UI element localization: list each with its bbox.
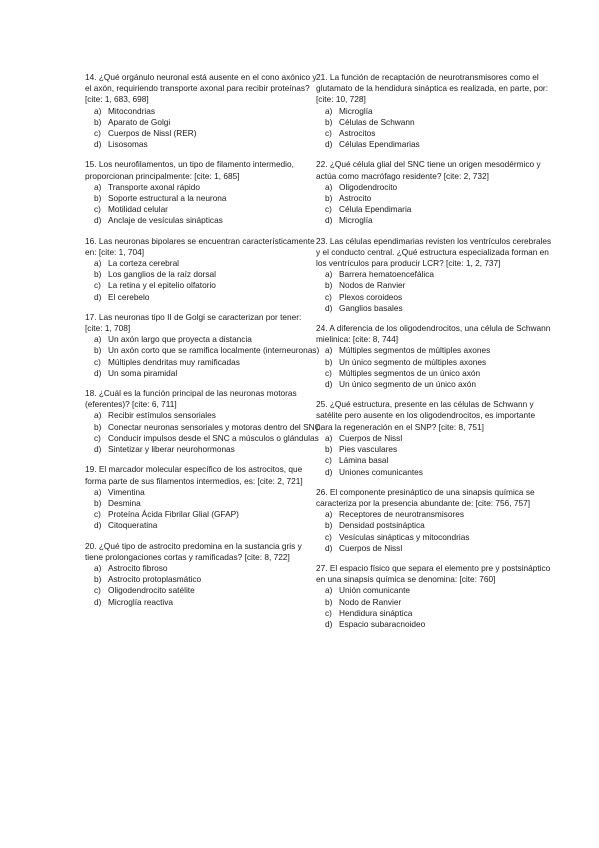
option-text: Anclaje de vesículas sinápticas xyxy=(108,215,223,226)
option-list xyxy=(316,433,552,478)
answer-option xyxy=(85,292,321,303)
option-text: Soporte estructural a la neurona xyxy=(108,193,227,204)
answer-option xyxy=(316,597,552,608)
option-letter: b) xyxy=(325,116,333,127)
option-text: Microglía reactiva xyxy=(108,596,174,607)
option-letter: c) xyxy=(325,204,332,215)
option-text: Hendidura sináptica xyxy=(339,607,413,618)
question-block xyxy=(85,159,321,226)
option-text: Cuerpos de Nissl xyxy=(339,432,403,443)
answer-option xyxy=(85,258,321,269)
option-text: Un axón corto que se ramifica localmente (interneuronas) xyxy=(108,345,320,356)
question-stem: 19. El marcador molecular específico de los astrocitos, que forma parte de sus filamentos intermedios, es: [cite: 2, 721] xyxy=(85,464,303,486)
option-text: Microglía xyxy=(339,105,373,116)
answer-option xyxy=(85,215,321,226)
answer-option xyxy=(316,303,552,314)
option-text: Conectar neuronas sensoriales y motoras dentro del SNC xyxy=(108,421,321,432)
option-text: Aparato de Golgi xyxy=(108,116,171,127)
option-letter: b) xyxy=(94,497,102,508)
option-letter: c) xyxy=(325,531,332,542)
option-letter: a) xyxy=(325,585,333,596)
option-letter: c) xyxy=(94,204,101,215)
option-text: Múltiples segmentos de un único axón xyxy=(339,367,481,378)
option-letter: d) xyxy=(94,520,102,531)
question-block xyxy=(316,159,552,226)
question-block xyxy=(85,541,321,608)
answer-option xyxy=(85,563,321,574)
option-letter: a) xyxy=(325,509,333,520)
option-text: Mitocondrias xyxy=(108,105,156,116)
option-letter: a) xyxy=(94,410,102,421)
answer-option xyxy=(85,368,321,379)
answer-option xyxy=(316,543,552,554)
option-text: Astrocito xyxy=(339,193,372,204)
option-list xyxy=(316,269,552,314)
option-list xyxy=(85,106,321,151)
option-text: La retina y el epitelio olfatorio xyxy=(108,280,216,291)
option-text: Célula Ependimaria xyxy=(339,204,412,215)
option-list xyxy=(316,585,552,630)
answer-option xyxy=(85,444,321,455)
answer-option xyxy=(316,139,552,150)
option-text: Un único segmento de múltiples axones xyxy=(339,356,487,367)
answer-option xyxy=(85,193,321,204)
option-text: Los ganglios de la raíz dorsal xyxy=(108,269,216,280)
option-text: Nodo de Ranvier xyxy=(339,596,402,607)
answer-option xyxy=(316,292,552,303)
option-text: Vimentina xyxy=(108,486,145,497)
option-text: Espacio subaracnoideo xyxy=(339,618,426,629)
question-block xyxy=(316,399,552,477)
option-letter: d) xyxy=(94,215,102,226)
question-block xyxy=(316,487,552,554)
option-text: Nodos de Ranvier xyxy=(339,280,406,291)
option-letter: a) xyxy=(94,105,102,116)
answer-option xyxy=(85,106,321,117)
option-text: Receptores de neurotransmisores xyxy=(339,509,464,520)
option-text: Un soma piramidal xyxy=(108,367,178,378)
answer-option xyxy=(316,269,552,280)
option-letter: d) xyxy=(325,302,333,313)
option-letter: b) xyxy=(94,116,102,127)
question-stem: 15. Los neurofilamentos, un tipo de filamento intermedio, proporcionan principalmente: [cite: 1, 685] xyxy=(85,159,294,181)
option-letter: c) xyxy=(325,607,332,618)
option-text: Motilidad celular xyxy=(108,204,168,215)
option-text: Uniones comunicantes xyxy=(339,466,423,477)
answer-option xyxy=(85,280,321,291)
option-letter: b) xyxy=(94,574,102,585)
option-letter: c) xyxy=(325,291,332,302)
option-letter: a) xyxy=(325,345,333,356)
option-letter: c) xyxy=(94,432,101,443)
option-letter: a) xyxy=(325,269,333,280)
question-stem: 21. La función de recaptación de neurotransmisores como el glutamato de la hendidura sináptica es realizada, en parte, por: [cite: 10, 728] xyxy=(316,72,549,105)
option-list xyxy=(316,345,552,390)
answer-option xyxy=(85,585,321,596)
answer-option xyxy=(85,357,321,368)
option-text: Astrocitos xyxy=(339,128,376,139)
answer-option xyxy=(85,345,321,356)
option-text: Recibir estímulos sensoriales xyxy=(108,410,216,421)
option-letter: c) xyxy=(94,585,101,596)
option-letter: c) xyxy=(325,128,332,139)
answer-option xyxy=(316,379,552,390)
option-letter: a) xyxy=(94,486,102,497)
option-letter: a) xyxy=(94,258,102,269)
left-column xyxy=(85,72,321,617)
option-text: Barrera hematoencefálica xyxy=(339,269,435,280)
answer-option xyxy=(85,597,321,608)
question-stem: 25. ¿Qué estructura, presente en las células de Schwann y satélite pero ausente en los oligodendrocitos, es importante para la regeneración en el SNP? [cite: 8, 751] xyxy=(316,399,536,432)
option-letter: d) xyxy=(94,139,102,150)
option-letter: a) xyxy=(94,334,102,345)
answer-option xyxy=(316,357,552,368)
option-letter: b) xyxy=(94,193,102,204)
question-stem: 14. ¿Qué orgánulo neuronal está ausente en el cono axónico y el axón, requiriendo transporte axonal para recibir proteínas? [cite: 1, 683, 698] xyxy=(85,72,317,105)
answer-option xyxy=(85,498,321,509)
answer-option xyxy=(85,487,321,498)
option-text: Lisosomas xyxy=(108,139,148,150)
option-letter: b) xyxy=(325,444,333,455)
answer-option xyxy=(85,269,321,280)
option-list xyxy=(85,334,321,379)
option-letter: b) xyxy=(325,520,333,531)
option-letter: a) xyxy=(325,181,333,192)
option-letter: b) xyxy=(325,356,333,367)
answer-option xyxy=(316,345,552,356)
option-letter: d) xyxy=(325,379,333,390)
option-text: Cuerpos de Nissl xyxy=(339,542,403,553)
answer-option xyxy=(85,422,321,433)
option-text: Múltiples segmentos de múltiples axones xyxy=(339,345,491,356)
option-text: Oligodendrocito satélite xyxy=(108,585,195,596)
option-text: Unión comunicante xyxy=(339,585,411,596)
option-letter: d) xyxy=(94,596,102,607)
option-letter: c) xyxy=(325,367,332,378)
answer-option xyxy=(85,509,321,520)
answer-option xyxy=(316,182,552,193)
question-stem: 23. Las células ependimarias revisten los ventrículos cerebrales y el conducto central. ¿Qué estructura especializada forman en los ventrículos para producir LCR? [cite: 1, 2, 737] xyxy=(316,235,552,269)
question-stem: 24. A diferencia de los oligodendrocitos, una célula de Schwann mielinica: [cite: 8, 744] xyxy=(316,323,551,345)
question-block xyxy=(316,72,552,150)
option-letter: d) xyxy=(325,542,333,553)
question-block xyxy=(85,464,321,531)
option-letter: b) xyxy=(94,345,102,356)
option-text: Desmina xyxy=(108,497,141,508)
option-letter: a) xyxy=(325,105,333,116)
option-text: Un axón largo que proyecta a distancia xyxy=(108,334,252,345)
answer-option xyxy=(85,139,321,150)
answer-option xyxy=(316,585,552,596)
option-letter: d) xyxy=(94,444,102,455)
question-block xyxy=(85,312,321,379)
answer-option xyxy=(316,193,552,204)
option-text: Conducir impulsos desde el SNC a músculos o glándulas xyxy=(108,432,319,443)
option-list xyxy=(85,487,321,532)
answer-option xyxy=(316,520,552,531)
answer-option xyxy=(316,204,552,215)
option-text: Oligodendrocito xyxy=(339,181,398,192)
answer-option xyxy=(316,444,552,455)
option-list xyxy=(316,182,552,227)
option-letter: a) xyxy=(325,432,333,443)
question-block xyxy=(316,236,552,314)
answer-option xyxy=(316,608,552,619)
answer-option xyxy=(85,182,321,193)
option-text: Proteína Ácida Fibrilar Glial (GFAP) xyxy=(108,509,239,520)
option-text: Astrocito fibroso xyxy=(108,562,168,573)
question-stem: 18. ¿Cuál es la función principal de las neuronas motoras (eferentes)? [cite: 6, 711] xyxy=(85,388,297,410)
answer-option xyxy=(85,574,321,585)
option-text: Múltiples dendritas muy ramificadas xyxy=(108,356,240,367)
option-letter: b) xyxy=(325,280,333,291)
option-letter: b) xyxy=(94,269,102,280)
question-stem: 20. ¿Qué tipo de astrocito predomina en la sustancia gris y tiene prolongaciones cortas y ramificadas? [cite: 8, 722] xyxy=(85,540,302,562)
option-letter: d) xyxy=(94,291,102,302)
answer-option xyxy=(316,280,552,291)
option-letter: b) xyxy=(325,596,333,607)
answer-option xyxy=(316,509,552,520)
answer-option xyxy=(316,467,552,478)
option-list xyxy=(85,182,321,227)
option-letter: c) xyxy=(94,280,101,291)
answer-option xyxy=(316,368,552,379)
option-list xyxy=(316,509,552,554)
option-text: Pies vasculares xyxy=(339,444,398,455)
question-block xyxy=(316,323,552,390)
answer-option xyxy=(85,433,321,444)
option-text: Lámina basal xyxy=(339,455,389,466)
option-letter: d) xyxy=(325,618,333,629)
option-list xyxy=(316,106,552,151)
option-letter: d) xyxy=(325,466,333,477)
question-block xyxy=(85,236,321,303)
question-block xyxy=(316,563,552,630)
option-letter: c) xyxy=(325,455,332,466)
option-letter: a) xyxy=(94,181,102,192)
answer-option xyxy=(85,204,321,215)
answer-option xyxy=(316,619,552,630)
answer-option xyxy=(85,410,321,421)
option-list xyxy=(85,563,321,608)
answer-option xyxy=(316,433,552,444)
answer-option xyxy=(85,520,321,531)
option-text: Citoqueratina xyxy=(108,520,158,531)
answer-option xyxy=(85,117,321,128)
answer-option xyxy=(316,106,552,117)
option-letter: b) xyxy=(94,421,102,432)
option-letter: d) xyxy=(94,367,102,378)
question-stem: 22. ¿Qué célula glial del SNC tiene un origen mesodérmico y actúa como macrófago residente? [cite: 2, 732] xyxy=(316,159,541,181)
option-text: Sintetizar y liberar neurohormonas xyxy=(108,444,235,455)
option-text: La corteza cerebral xyxy=(108,258,180,269)
option-text: Densidad postsináptica xyxy=(339,520,425,531)
question-stem: 26. El componente presináptico de una sinapsis química se caracteriza por la presencia abundante de: [cite: 756, 757] xyxy=(316,486,535,508)
answer-option xyxy=(85,334,321,345)
option-letter: c) xyxy=(94,509,101,520)
answer-option xyxy=(85,128,321,139)
option-text: Astrocito protoplasmático xyxy=(108,574,202,585)
option-text: Plexos coroideos xyxy=(339,291,403,302)
option-letter: d) xyxy=(325,215,333,226)
answer-option xyxy=(316,455,552,466)
option-letter: d) xyxy=(325,139,333,150)
option-letter: a) xyxy=(94,562,102,573)
right-column xyxy=(316,72,552,639)
option-letter: b) xyxy=(325,193,333,204)
option-text: Cuerpos de Nissl (RER) xyxy=(108,128,197,139)
answer-option xyxy=(316,117,552,128)
answer-option xyxy=(316,128,552,139)
answer-option xyxy=(316,532,552,543)
answer-option xyxy=(316,215,552,226)
option-letter: c) xyxy=(94,356,101,367)
question-block xyxy=(85,388,321,455)
option-text: Ganglios basales xyxy=(339,302,403,313)
option-text: Vesículas sinápticas y mitocondrias xyxy=(339,531,470,542)
option-letter: c) xyxy=(94,128,101,139)
option-text: Un único segmento de un único axón xyxy=(339,379,476,390)
option-text: Transporte axonal rápido xyxy=(108,181,200,192)
option-text: Células de Schwann xyxy=(339,116,415,127)
option-list xyxy=(85,258,321,303)
option-text: El cerebelo xyxy=(108,291,150,302)
question-stem: 17. Las neuronas tipo II de Golgi se caracterizan por tener: [cite: 1, 708] xyxy=(85,311,302,334)
question-stem: 27. El espacio físico que separa el elemento pre y postsináptico en una sinapsis química se denomina: [cite: 760] xyxy=(316,562,551,585)
option-list xyxy=(85,410,321,455)
option-text: Células Ependimarias xyxy=(339,139,420,150)
question-stem: 16. Las neuronas bipolares se encuentran característicamente en: [cite: 1, 704] xyxy=(85,235,315,257)
question-block xyxy=(85,72,321,150)
option-text: Microglía xyxy=(339,215,373,226)
